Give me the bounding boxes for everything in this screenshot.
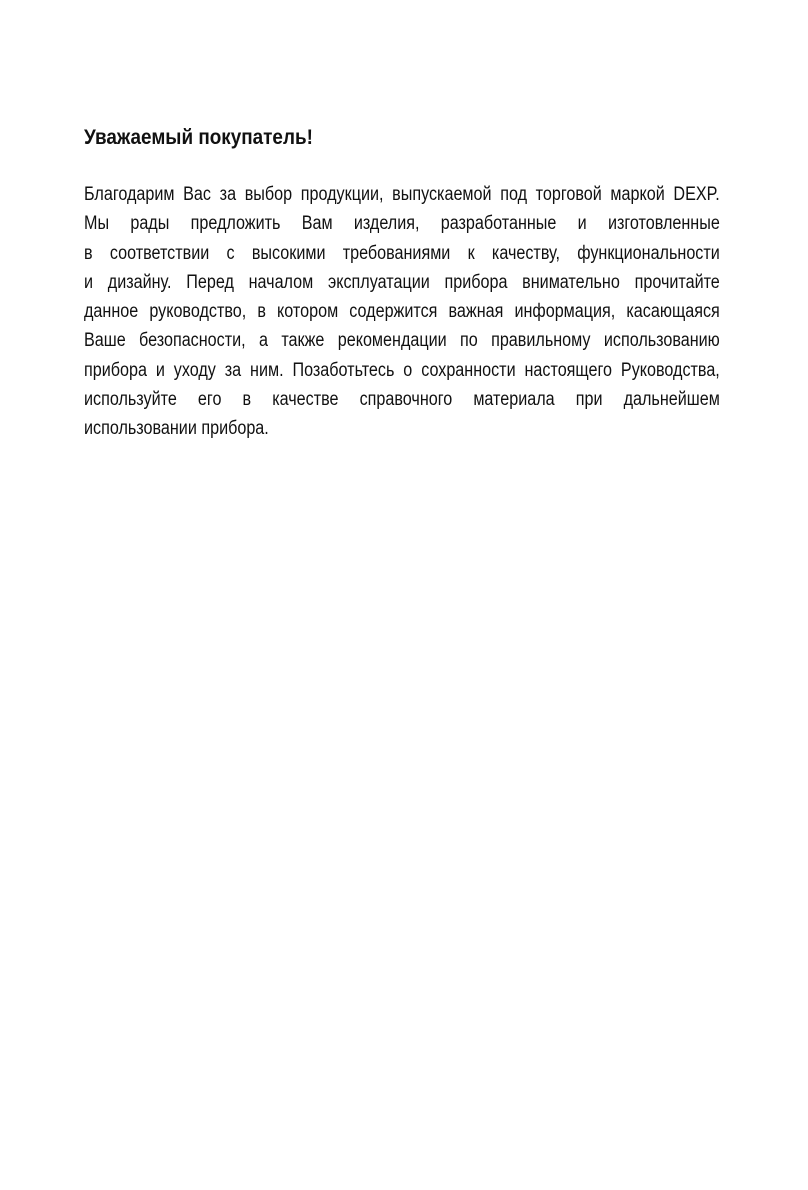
intro-paragraph xyxy=(84,180,720,444)
page-heading: Уважаемый покупатель! xyxy=(84,126,313,149)
paragraph-line: Благодарим Вас за выбор продукции, выпускаемой под торговой маркой DEXP. xyxy=(84,184,720,205)
paragraph-line: Мы рады предложить Вам изделия, разработанные и изготовленные xyxy=(84,213,720,235)
paragraph-line: и дизайну. Перед началом эксплуатации прибора внимательно прочитайте xyxy=(84,271,720,293)
paragraph-line: используйте его в качестве справочного материала при дальнейшем xyxy=(84,389,720,411)
paragraph-line: прибора и уходу за ним. Позаботьтесь о сохранности настоящего Руководства, xyxy=(84,359,720,381)
paragraph-line: данное руководство, в котором содержится важная информация, касающаяся xyxy=(84,301,720,323)
paragraph-line: Ваше безопасности, а также рекомендации по правильному использованию xyxy=(84,330,720,352)
paragraph-line: использовании прибора. xyxy=(84,418,269,440)
paragraph-line: в соответствии с высокими требованиями к качеству, функциональности xyxy=(84,242,720,264)
